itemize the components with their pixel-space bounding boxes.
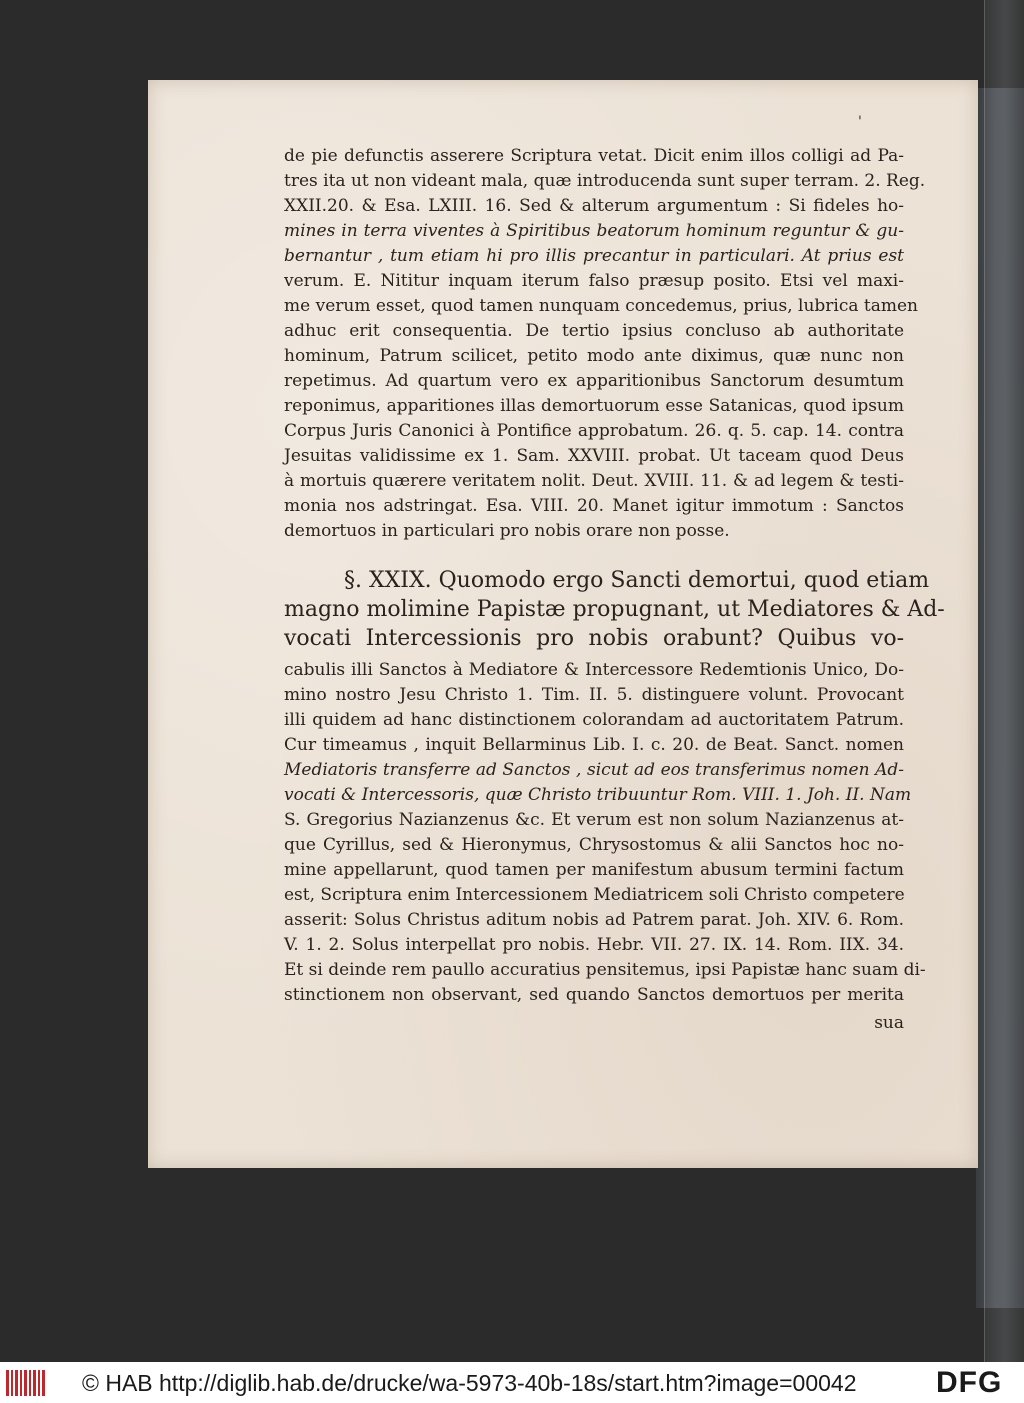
text-line: demortuos in particulari pro nobis orare non posse.: [284, 521, 730, 541]
text-line: cabulis illi Sanctos à Mediatore & Intercessore Redemtionis Unico, Do-: [284, 660, 904, 680]
text-line: bernantur , tum etiam hi pro illis precantur in particulari. At prius est: [284, 246, 904, 266]
text-line: que Cyrillus, sed & Hieronymus, Chrysostomus & alii Sanctos hoc no-: [284, 835, 904, 855]
text-line: illi quidem ad hanc distinctionem colorandam ad auctoritatem Patrum.: [284, 710, 904, 730]
text-line: à mortuis quærere veritatem nolit. Deut. XVIII. 11. & ad legem & testi-: [284, 471, 904, 491]
text-line: de pie defunctis asserere Scriptura vetat. Dicit enim illos colligi ad Pa-: [284, 146, 904, 166]
text-line: me verum esset, quod tamen nunquam concedemus, prius, lubrica tamen: [284, 296, 918, 316]
text-line: vocati & Intercessoris, quæ Christo tribuuntur Rom. VIII. 1. Joh. II. Nam: [284, 785, 912, 805]
footer-credit-link[interactable]: © HAB http://diglib.hab.de/drucke/wa-5973-40b-18s/start.htm?image=00042: [82, 1370, 857, 1396]
glass-plate-edge: [984, 0, 1024, 1362]
text-line: verum. E. Nititur inquam iterum falso præsup posito. Etsi vel maxi-: [284, 271, 904, 291]
text-line: V. 1. 2. Solus interpellat pro nobis. Hebr. VII. 27. IX. 14. Rom. IIX. 34.: [284, 935, 904, 955]
catchword: sua: [874, 1013, 904, 1033]
barcode-logo: [6, 1370, 46, 1396]
text-line: mino nostro Jesu Christo 1. Tim. II. 5. distinguere volunt. Provocant: [284, 685, 904, 705]
dfg-logo: DFG: [936, 1366, 1003, 1399]
text-line: Mediatoris transferre ad Sanctos , sicut ad eos transferimus nomen Ad-: [284, 760, 904, 780]
text-line: Cur timeamus , inquit Bellarminus Lib. I. c. 20. de Beat. Sanct. nomen: [284, 735, 904, 755]
text-line: Et si deinde rem paullo accuratius pensitemus, ipsi Papistæ hanc suam di-: [284, 960, 926, 980]
text-line: reponimus, apparitiones illas demortuorum esse Satanicas, quod ipsum: [284, 396, 904, 416]
text-line: adhuc erit consequentia. De tertio ipsius concluso ab authoritate: [284, 321, 904, 341]
text-line: Jesuitas validissime ex 1. Sam. XXVIII. probat. Ut taceam quod Deus: [284, 446, 904, 466]
text-line: est, Scriptura enim Intercessionem Mediatricem soli Christo competere: [284, 885, 905, 905]
text-line: repetimus. Ad quartum vero ex apparitionibus Sanctorum desumtum: [284, 371, 904, 391]
footer-bar: [0, 1362, 1024, 1403]
text-line: mine appellarunt, quod tamen per manifestum abusum termini factum: [284, 860, 904, 880]
text-line: XXII.20. & Esa. LXIII. 16. Sed & alterum argumentum : Si fideles ho-: [284, 196, 904, 216]
text-line: monia nos adstringat. Esa. VIII. 20. Manet igitur immotum : Sanctos: [284, 496, 904, 516]
text-line: asserit: Solus Christus aditum nobis ad Patrem parat. Joh. XIV. 6. Rom.: [284, 910, 904, 930]
section-heading-line: vocati Intercessionis pro nobis orabunt? Quibus vo-: [284, 626, 904, 651]
text-line: Corpus Juris Canonici à Pontifice approbatum. 26. q. 5. cap. 14. contra: [284, 421, 904, 441]
text-line: tres ita ut non videant mala, quæ introducenda sunt super terram. 2. Reg.: [284, 171, 926, 191]
section-heading-line: magno molimine Papistæ propugnant, ut Mediatores & Ad-: [284, 597, 945, 622]
page-speck: ': [858, 114, 862, 130]
text-line: mines in terra viventes à Spiritibus beatorum hominum reguntur & gu-: [284, 221, 904, 241]
section-heading-line: §. XXIX. Quomodo ergo Sancti demortui, quod etiam: [344, 568, 930, 593]
text-line: stinctionem non observant, sed quando Sanctos demortuos per merita: [284, 985, 904, 1005]
text-line: hominum, Patrum scilicet, petito modo ante diximus, quæ nunc non: [284, 346, 904, 366]
text-line: S. Gregorius Nazianzenus &c. Et verum est non solum Nazianzenus at-: [284, 810, 904, 830]
